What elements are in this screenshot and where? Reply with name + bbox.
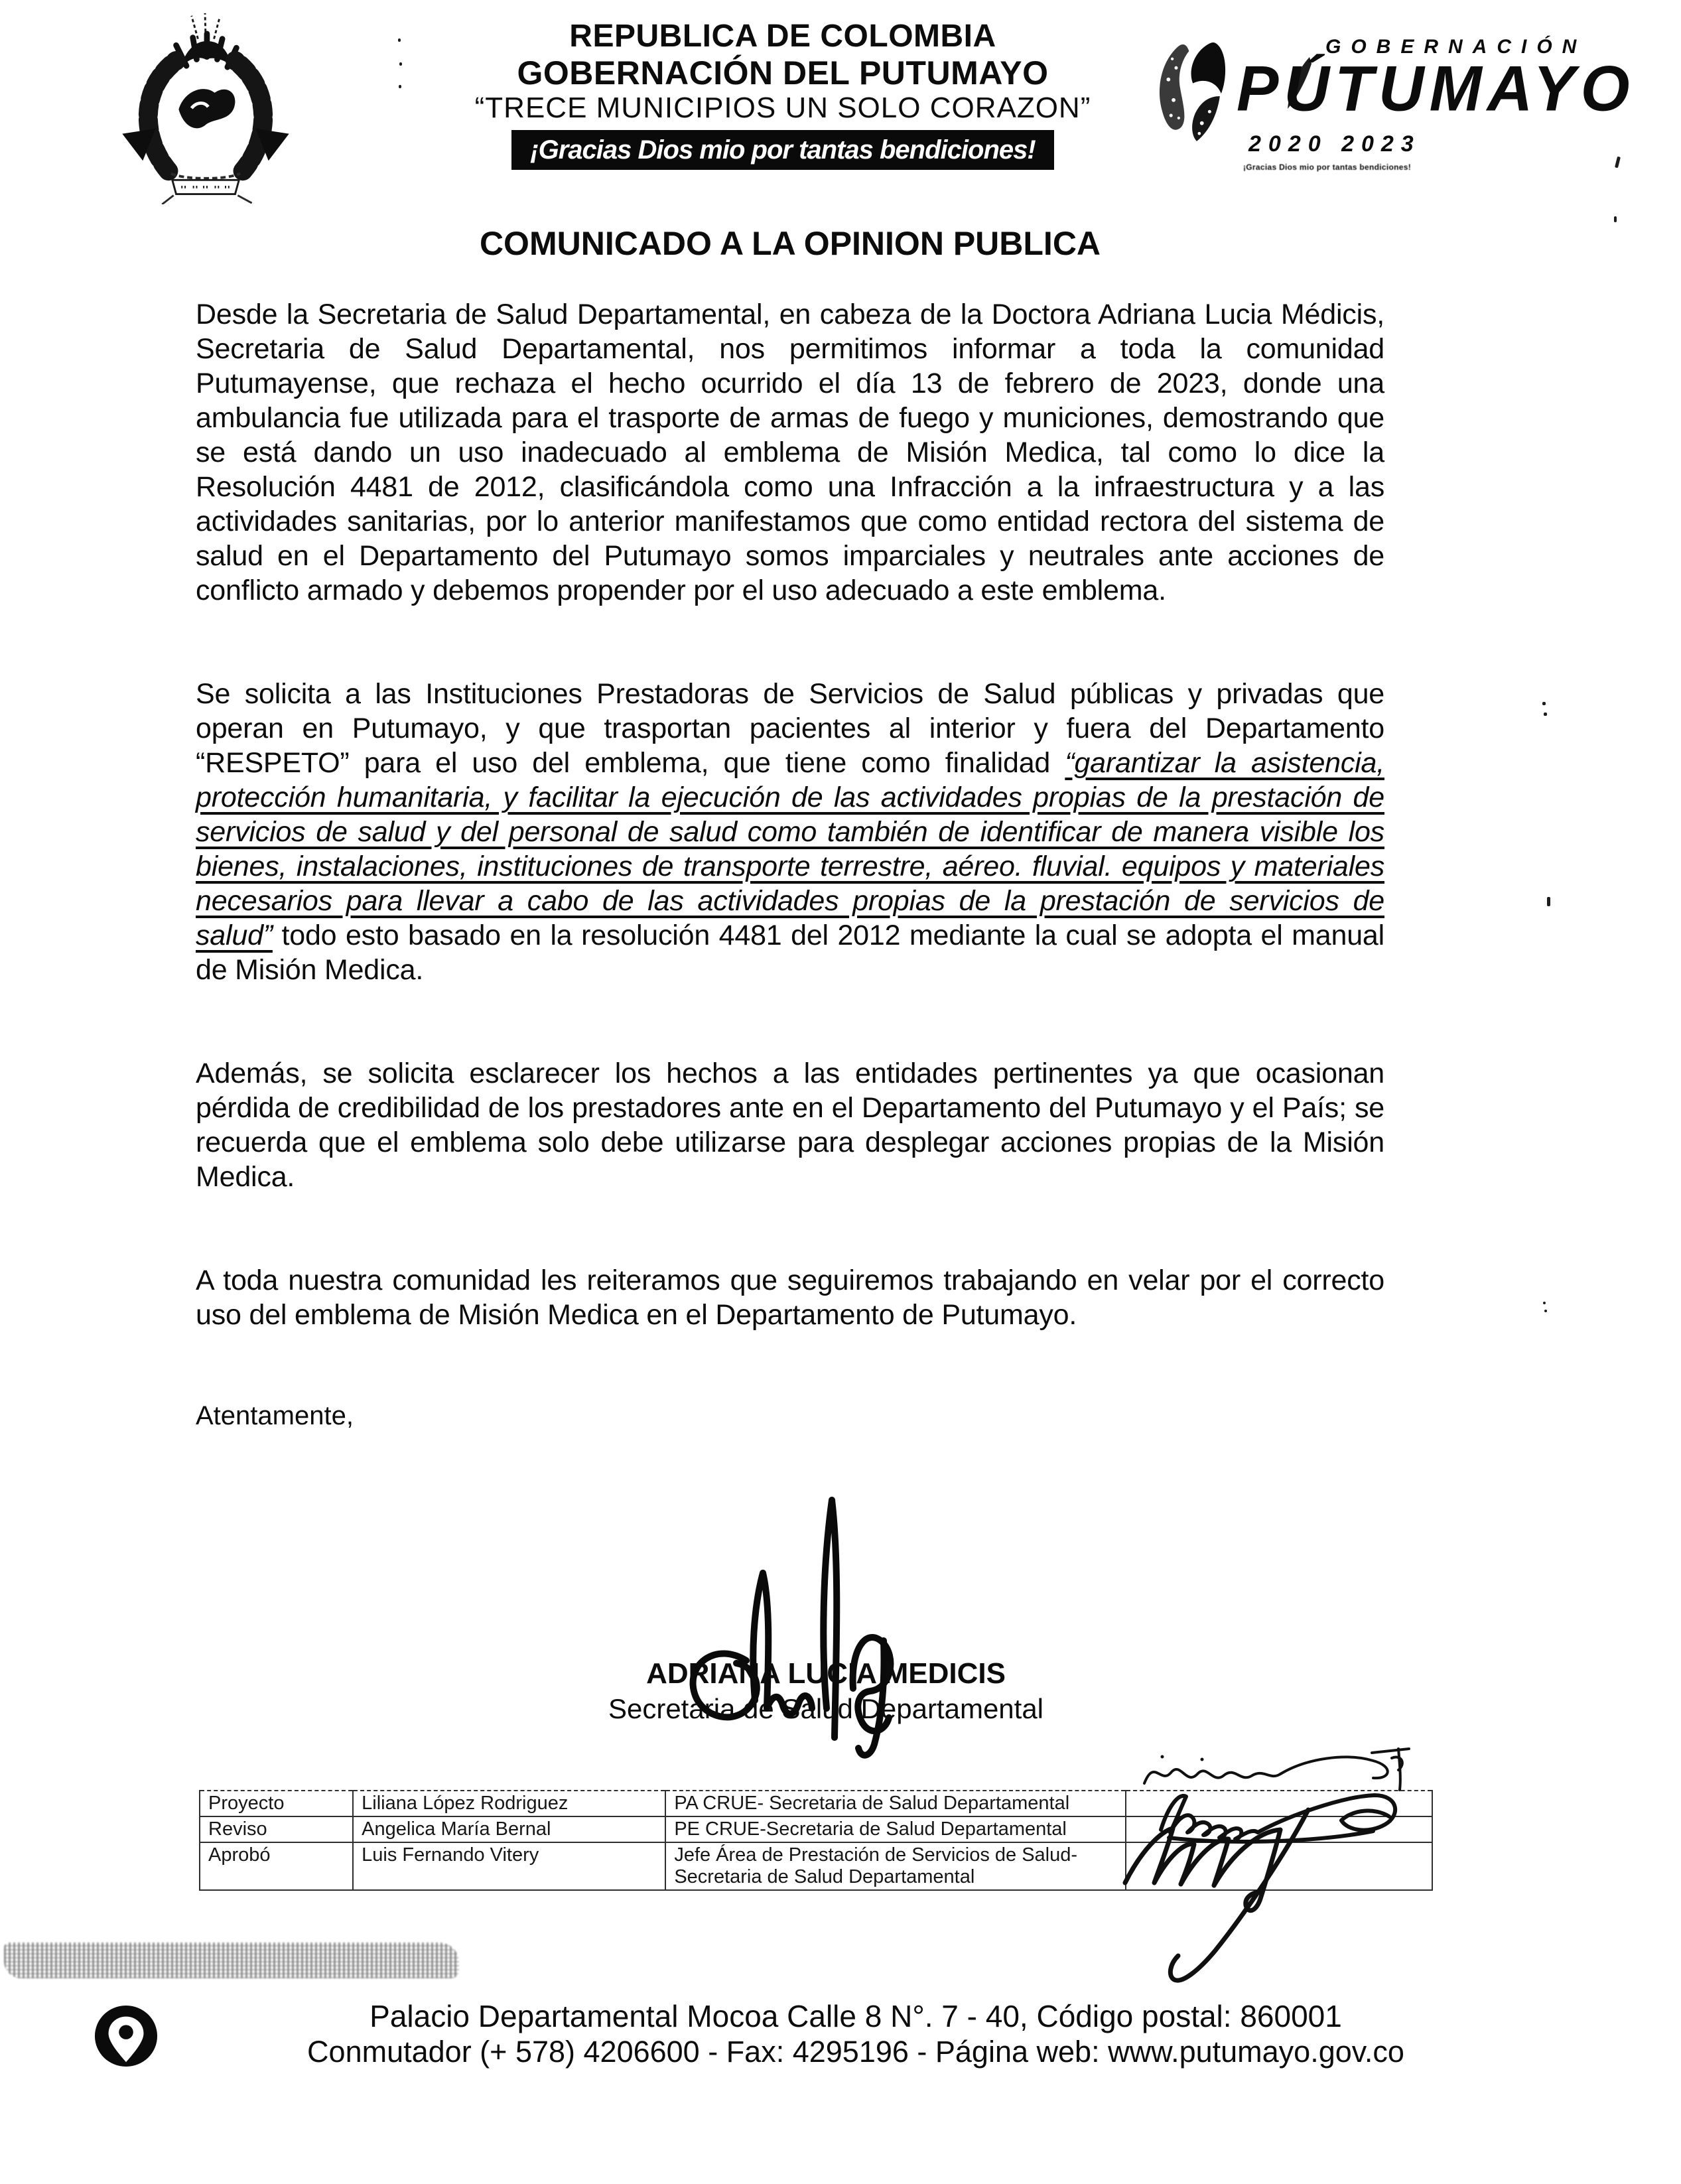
header-motto: “TRECE MUNICIPIOS UN SOLO CORAZON”: [474, 92, 1091, 124]
paragraph-4: A toda nuestra comunidad les reiteramos que seguiremos trabajando en velar por el correcto uso del emblema de Misión Medica en el Departamento de Putumayo.: [196, 1264, 1384, 1331]
paragraph-2-lead: Se solicita a las Instituciones Prestadoras de Servicios de Salud públicas y privadas que operan en Putumayo, y que trasportan pacientes al interior y fuera del Departamento “RESPETO” para el uso del emblema, que tiene como finalidad: [196, 678, 1384, 779]
paragraph-3: Además, se solicita esclarecer los hechos a las entidades pertinentes ya que ocasionan pérdida de credibilidad de los prestadores ante en el Departamento del Putumayo y el País; se recuerda que el emblema solo debe utilizarse para desplegar acciones propias de la Misión Medica.: [196, 1058, 1384, 1193]
footprints-icon: [1154, 40, 1238, 151]
scan-speck: [399, 85, 401, 88]
slogan-banner: ¡Gracias Dios mio por tantas bendiciones!: [511, 130, 1054, 170]
approval-role: PE CRUE-Secretaria de Salud Departamental: [665, 1816, 1126, 1842]
scan-smudge-band: [4, 1943, 459, 1978]
closing-salutation: Atentamente,: [196, 1401, 354, 1430]
approval-label: Proyecto: [200, 1791, 353, 1816]
coat-of-arms-icon: [106, 12, 305, 204]
footer: [166, 1998, 1546, 2070]
approval-role: Jefe Área de Prestación de Servicios de Salud- Secretaria de Salud Departamental: [665, 1842, 1126, 1890]
header-country: REPUBLICA DE COLOMBIA: [569, 19, 996, 54]
approval-label: Reviso: [200, 1816, 353, 1842]
scan-speck: [398, 38, 401, 42]
document-body: [196, 224, 1384, 1431]
paragraph-2: [196, 677, 1384, 987]
logo-word-putumayo: PÚTUMAYO: [1237, 52, 1635, 125]
gobernacion-putumayo-logo: [1154, 32, 1635, 174]
approval-role: PA CRUE- Secretaria de Salud Departamental: [665, 1791, 1126, 1816]
document-title: COMUNICADO A LA OPINION PUBLICA: [479, 225, 1101, 262]
approval-name: Luis Fernando Vitery: [353, 1842, 665, 1890]
scan-speck: [399, 62, 402, 66]
scan-speck: [1542, 702, 1546, 705]
approval-label: Aprobó: [200, 1842, 353, 1890]
logo-tagline: ¡Gracias Dios mio por tantas bendiciones!: [1243, 163, 1412, 172]
scan-speck: [1544, 1310, 1547, 1312]
footer-address-line: Palacio Departamental Mocoa Calle 8 N°. 7 - 40, Código postal: 860001: [370, 1999, 1342, 2033]
scan-speck: [1547, 897, 1550, 906]
header: [464, 19, 1101, 170]
scan-speck: [1543, 1302, 1546, 1304]
location-pin-icon: [94, 2004, 159, 2069]
approval-name: Liliana López Rodriguez: [353, 1791, 665, 1816]
scan-speck: [1615, 157, 1621, 169]
main-signature-scribble-icon: [637, 1489, 995, 1768]
header-entity: GOBERNACIÓN DEL PUTUMAYO: [517, 54, 1049, 92]
signer-name: ADRIANA LUCIA MEDICIS: [646, 1657, 1006, 1690]
paragraph-2-tail: todo esto basado en la resolución 4481 del 2012 mediante la cual se adopta el manual de Misión Medica.: [196, 920, 1384, 986]
signer-role: Secretaria de Salud Departamental: [608, 1693, 1044, 1724]
paragraph-2-quote: “garantizar la asistencia, protección humanitaria, y facilitar la ejecución de las actividades propias de la prestación de servicios de salud y del personal de salud como también de identificar de manera visible los bienes, instalaciones, instituciones de transporte terrestre, aéreo. fluvial. equipos y materiales necesarios para llevar a cabo de las actividades propias de la prestación de servicios de salud”: [196, 747, 1384, 951]
paragraph-1: Desde la Secretaria de Salud Departamental, en cabeza de la Doctora Adriana Lucia Médicis, Secretaria de Salud Departamental, nos permitimos informar a toda la comunidad Putumayense, que rechaza el hecho ocurrido el día 13 de febrero de 2023, donde una ambulancia fue utilizada para el trasporte de armas de fuego y municiones, demostrando que se está dando un uso inadecuado al emblema de Misión Medica, tal como lo dice la Resolución 4481 de 2012, clasificándola como una Infracción a la infraestructura y a las actividades sanitarias, por lo anterior manifestamos que como entidad rectora del sistema de salud en el Departamento del Putumayo somos imparciales y neutrales ante acciones de conflicto armado y debemos propender por el uso adecuado a este emblema.: [196, 299, 1384, 606]
scan-speck: [1614, 216, 1617, 222]
footer-contact-line: Conmutador (+ 578) 4206600 - Fax: 4295196 - Página web: www.putumayo.gov.co: [307, 2035, 1404, 2069]
approval-name: Angelica María Bernal: [353, 1816, 665, 1842]
logo-years: 2020 2023: [1248, 131, 1421, 157]
approval-signatures-scribble-icon: [1061, 1712, 1486, 2030]
logo-word-gobernacion: GOBERNACIÓN: [1325, 36, 1587, 58]
scan-speck: [1544, 713, 1547, 716]
